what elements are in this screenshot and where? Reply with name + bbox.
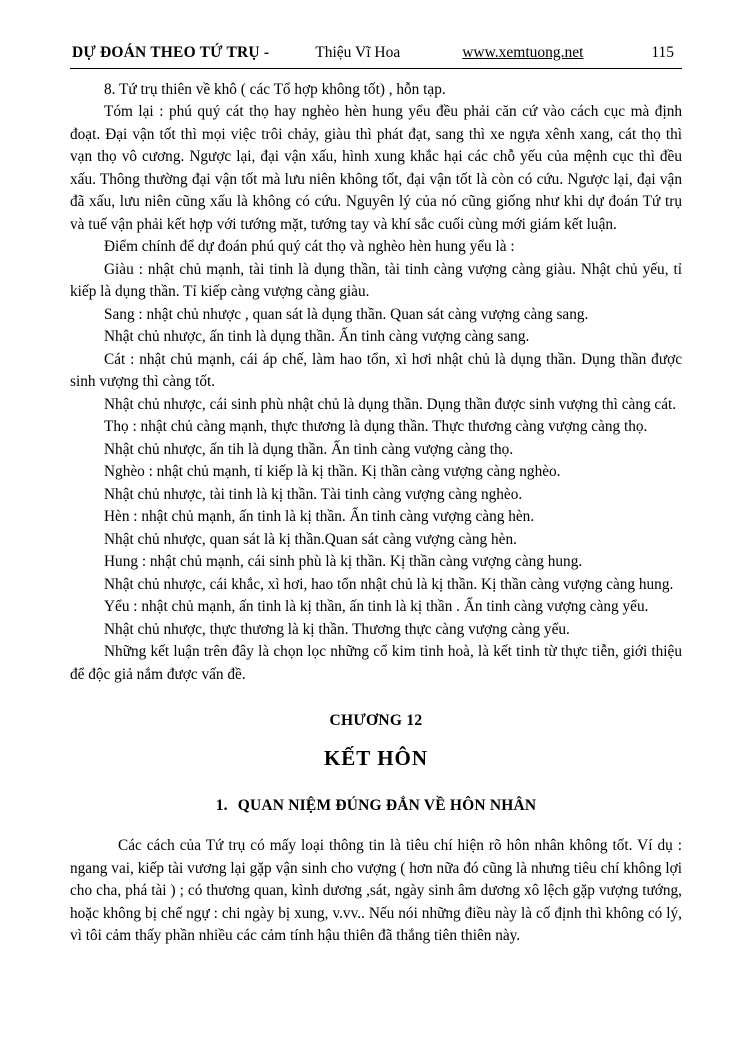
paragraph: Nhật chủ nhược, cái khắc, xì hơi, hao tổn nhật chủ là kị thần. Kị thần càng vượng càng hung. [104,575,674,593]
paragraph: Giàu : nhật chủ mạnh, tài tinh là dụng thần, tài tinh càng vượng càng giàu. Nhật chủ yếu, tỉ kiếp là dụng thần. Tỉ kiếp càng vượng càng giàu. [70,260,682,301]
book-title: DỰ ĐOÁN THEO TỨ TRỤ - [72,44,270,61]
chapter-label: CHƯƠNG 12 [329,712,423,730]
paragraph: Nghèo : nhật chủ mạnh, tỉ kiếp là kị thần. Kị thần càng vượng càng nghèo. [104,463,561,481]
body-text [70,79,682,686]
paragraph: Thọ : nhật chủ càng mạnh, thực thương là dụng thần. Thực thương càng vượng càng thọ. [104,418,648,436]
section-body [70,835,682,947]
paragraph: Hèn : nhật chủ mạnh, ấn tinh là kị thần. Ấn tinh càng vượng càng hèn. [104,508,535,526]
paragraph: Nhật chủ nhược, ấn tih là dụng thần. Ấn tinh càng vượng càng thọ. [104,440,514,458]
paragraph: Hung : nhật chủ mạnh, cái sinh phù là kị thần. Kị thần càng vượng càng hung. [104,553,583,571]
paragraph: 8. Tứ trụ thiên về khô ( các Tổ hợp không tốt) , hỗn tạp. [104,81,446,98]
page-header [70,44,682,62]
header-divider [70,68,682,69]
website-link[interactable]: www.xemtuong.net [462,44,584,61]
author-name: Thiệu Vĩ Hoa [315,44,401,61]
paragraph: Nhật chủ nhược, quan sát là kị thần.Quan sát càng vượng càng hèn. [104,530,517,548]
page-number: 115 [651,44,674,61]
paragraph: Những kết luận trên đây là chọn lọc những cổ kim tinh hoà, là kết tinh từ thực tiễn, giới thiệu để độc giả nắm được vấn đề. [70,643,682,683]
paragraph: Yểu : nhật chủ mạnh, ấn tinh là kị thần, ấn tinh là kị thần . Ấn tinh càng vượng càng yểu. [104,598,649,616]
paragraph: Các cách của Tứ trụ có mấy loại thông tin là tiêu chí hiện rõ hôn nhân không tốt. Ví dụ : ngang vai, kiếp tài vương lại gặp vận sinh cho vượng ( hơn nữa đó cũng là nhưng tiêu chí không lợi cho cha, phá tài ) ; có thương quan, kình dương ,sát, ngày sinh âm dương xô lệch gặp vượng tướng, hoặc không bị chế ngự : chi ngày bị xung, v.vv.. Nếu nói những điều này là cố định thì không có lý, vì tôi cảm thấy phần nhiều các cảm tính hậu thiên đã thắng tiên thiên này. [70,837,682,945]
paragraph: Điểm chính để dự đoán phú quý cát thọ và nghèo hèn hung yểu là : [104,238,515,256]
section-heading [70,797,682,815]
paragraph: Cát : nhật chủ mạnh, cái áp chế, làm hao tổn, xì hơi nhật chủ là dụng thần. Dụng thần được sinh vượng thì càng tốt. [70,350,682,391]
section-title-text: QUAN NIỆM ĐÚNG ĐẮN VỀ HÔN NHÂN [237,797,537,815]
section-number: 1. [215,797,228,815]
paragraph: Sang : nhật chủ nhược , quan sát là dụng thần. Quan sát càng vượng càng sang. [104,305,589,323]
paragraph: Nhật chủ nhược, cái sinh phù nhật chủ là dụng thần. Dụng thần được sinh vượng thì càng cát. [104,395,677,413]
paragraph: Nhật chủ nhược, thực thương là kị thần. Thương thực càng vượng càng yểu. [104,620,570,638]
paragraph: Nhật chủ nhược, tài tinh là kị thần. Tài tinh càng vượng càng nghèo. [104,485,523,503]
paragraph: Tóm lại : phú quý cát thọ hay nghèo hèn hung yểu đều phải căn cứ vào cách cục mà định đoạt. Đại vận tốt thì mọi việc trôi chảy, giàu thì phát đạt, sang thì xe ngựa xênh xang, cát thọ thì vạn thọ vô cương. Ngược lại, đại vận xấu, hình xung khắc hại các chỗ yếu của mệnh cục thì đều xấu. Thông thường đại vận tốt mà lưu niên không tốt, đại vận tốt là còn có cứu. Ngược lại, đại vận đã xấu, lưu niên cũng xấu là không có cứu. Nguyên lý của nó cũng giống như khi dự đoán Tứ trụ và tuế vận phải kết hợp với tướng mặt, tướng tay và khí sắc cuối cùng mới giám kết luận. [70,103,682,233]
paragraph: Nhật chủ nhược, ấn tinh là dụng thần. Ấn tinh càng vượng càng sang. [104,328,530,346]
chapter-title: KẾT HÔN [323,746,429,771]
